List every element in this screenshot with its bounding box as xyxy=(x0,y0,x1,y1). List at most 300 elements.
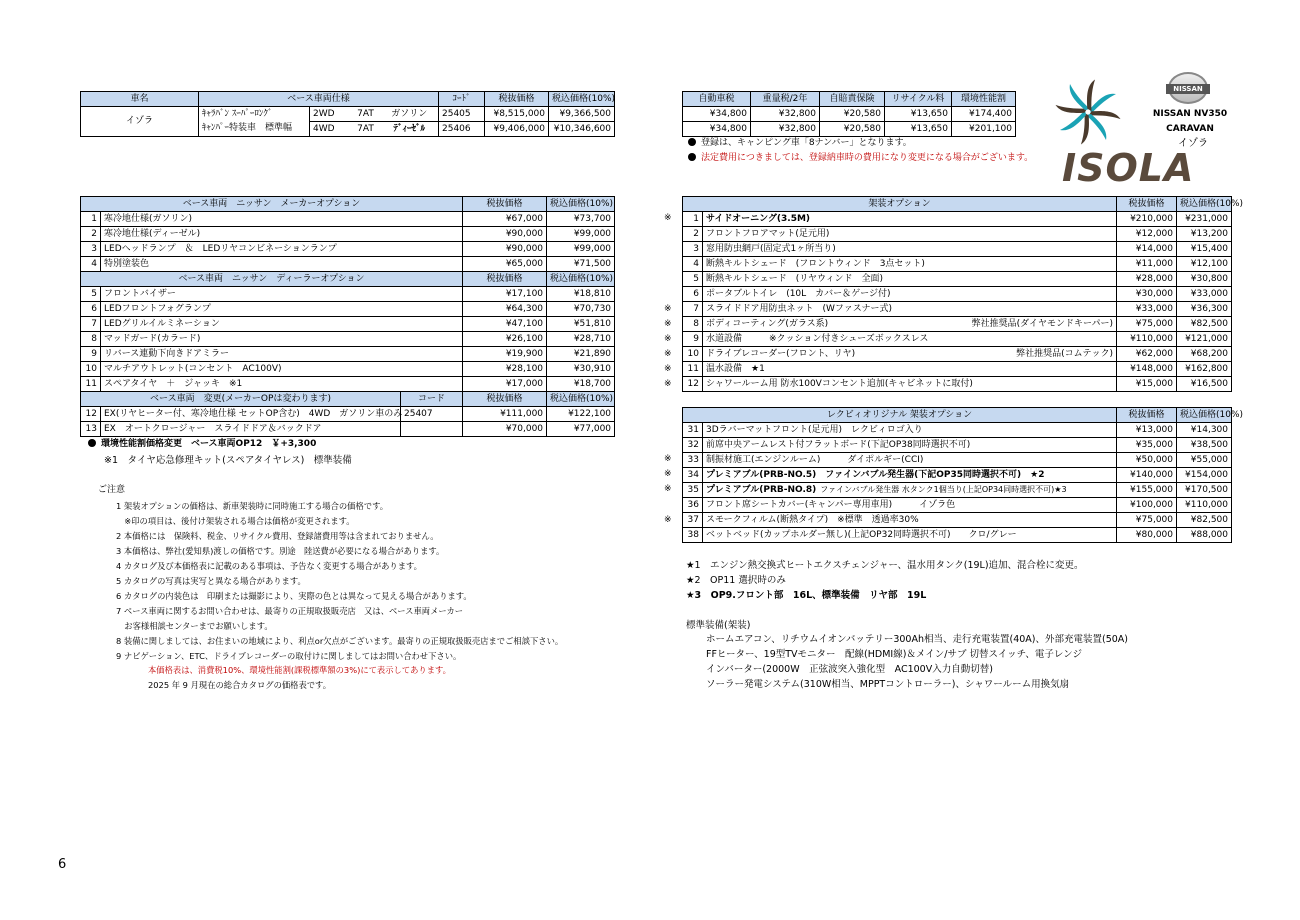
col-price: 税抜価格 xyxy=(463,392,547,407)
option-price: ¥90,000 xyxy=(463,227,547,242)
caution-line: 4 カタログ及び本価格表に記載のある事項は、予告なく変更する場合があります。 xyxy=(116,561,422,571)
option-number: 5 xyxy=(683,272,703,287)
star-note-1: ★1 エンジン熱交換式ヒートエクスチェンジャー、温水用タンク(19L)追加、混合栓に変更。 xyxy=(686,560,1084,571)
note-mark xyxy=(664,528,672,543)
option-row xyxy=(683,498,1232,513)
option-row xyxy=(81,362,615,377)
header-price: 税抜価格 xyxy=(485,92,549,107)
recvee-options-table xyxy=(682,407,1244,543)
option-price-tax: ¥18,700 xyxy=(547,377,615,392)
option-price: ¥110,000 xyxy=(1117,332,1177,347)
maker-options-table xyxy=(80,196,615,437)
option-number: 37 xyxy=(683,513,703,528)
tax-cell: ¥13,650 xyxy=(885,107,952,122)
option-price-tax: ¥12,100 xyxy=(1177,257,1232,272)
option-price-tax: ¥36,300 xyxy=(1177,302,1232,317)
option-name: サイドオーニング(3.5M) xyxy=(706,213,811,224)
option-price-tax: ¥28,710 xyxy=(547,332,615,347)
option-row xyxy=(683,242,1232,257)
pinwheel-blade xyxy=(1070,84,1090,110)
header-code: ｺｰﾄﾞ xyxy=(439,92,485,107)
caution-line: お客様相談センターまでお願いします。 xyxy=(116,621,273,631)
option-price-tax: ¥30,800 xyxy=(1177,272,1232,287)
tax-cell: ¥174,400 xyxy=(952,107,1016,122)
option-row xyxy=(683,468,1232,483)
option-number: 31 xyxy=(683,423,703,438)
tax-cell: ¥32,800 xyxy=(751,122,820,137)
option-name: 水道設備 ※クッション付きシューズボックスレス xyxy=(706,333,929,344)
option-name-cell xyxy=(703,423,1117,438)
header-env-tax: 環境性能割 xyxy=(952,92,1016,107)
option-row xyxy=(81,212,615,227)
option-price: ¥19,900 xyxy=(463,347,547,362)
note-mark: ※ xyxy=(664,454,672,465)
option-price-tax: ¥33,000 xyxy=(1177,287,1232,302)
option-price-tax: ¥73,700 xyxy=(547,212,615,227)
nissan-emblem-icon xyxy=(1168,72,1208,104)
price: ¥9,406,000 xyxy=(485,122,549,137)
header-car-name: 車名 xyxy=(81,92,199,107)
option-name-cell xyxy=(703,212,1117,227)
option-price: ¥17,100 xyxy=(463,287,547,302)
option-price-tax: ¥15,400 xyxy=(1177,242,1232,257)
option-row xyxy=(683,332,1232,347)
star-note-2: ★2 OP11 選択時のみ xyxy=(686,575,786,586)
option-name-cell xyxy=(703,317,1117,332)
option-name: ドライブレコーダー(フロント、リヤ) xyxy=(706,348,856,359)
standard-list xyxy=(706,632,1128,692)
option-price: ¥80,000 xyxy=(1117,528,1177,543)
price: ¥8,515,000 xyxy=(485,107,549,122)
note-mark xyxy=(664,241,672,256)
option-number: 11 xyxy=(683,362,703,377)
option-number: 34 xyxy=(683,468,703,483)
option-number: 1 xyxy=(81,212,101,227)
option-price: ¥100,000 xyxy=(1117,498,1177,513)
option-row xyxy=(81,377,615,392)
option-name: シャワールーム用 防水100Vコンセント追加(キャビネットに取付) xyxy=(706,378,973,389)
option-price-tax: ¥88,000 xyxy=(1177,528,1232,543)
note-mark xyxy=(664,226,672,241)
option-number: 35 xyxy=(683,483,703,498)
option-price-tax: ¥70,730 xyxy=(547,302,615,317)
option-name: フロントバイザー xyxy=(101,287,463,302)
option-name: 温水設備 ★1 xyxy=(706,363,765,374)
option-price-tax: ¥21,890 xyxy=(547,347,615,362)
option-number: 4 xyxy=(683,257,703,272)
option-price: ¥26,100 xyxy=(463,332,547,347)
fuel: ガソリン xyxy=(381,107,439,122)
option-number: 4 xyxy=(81,257,101,272)
note-mark: ※ xyxy=(664,363,672,374)
tax-cell: ¥201,100 xyxy=(952,122,1016,137)
nissan-brand: NISSAN xyxy=(1166,84,1210,94)
option-price-tax: ¥55,000 xyxy=(1177,453,1232,468)
bullet-icon xyxy=(688,138,696,146)
fuel: ﾃﾞｨｰｾﾞﾙ xyxy=(381,122,439,137)
option-name: プレミアブル(PRB-NO.5) ファインバブル発生器(下記OP35同時選択不可) ★2 xyxy=(706,469,1045,480)
option-name: フロントフロアマット(足元用) xyxy=(706,228,830,239)
isola-wordmark: ISOLA xyxy=(1062,146,1195,190)
option-name: 断熱キルトシェード (フロントウィンド 3点セット) xyxy=(706,258,925,269)
option-number: 9 xyxy=(81,347,101,362)
option-number: 6 xyxy=(683,287,703,302)
option-row xyxy=(683,212,1232,227)
option-price: ¥111,000 xyxy=(463,407,547,422)
option-recommend: 弊社推奨品(コムテック) xyxy=(1016,348,1114,359)
option-price-tax: ¥99,000 xyxy=(547,227,615,242)
header-insurance: 自賠責保険 xyxy=(820,92,885,107)
col-price-tax: 税込価格(10%) xyxy=(547,197,615,212)
option-row xyxy=(81,242,615,257)
dealer-options-title: ベース車両 ニッサン ディーラーオプション xyxy=(81,272,463,287)
option-price-tax: ¥18,810 xyxy=(547,287,615,302)
option-price: ¥28,100 xyxy=(463,362,547,377)
maker-options-title: ベース車両 ニッサン メーカーオプション xyxy=(81,197,463,212)
kasou-marks xyxy=(664,211,672,392)
note-mark: ※ xyxy=(664,379,672,390)
note-mark: ※ xyxy=(664,514,672,525)
option-price: ¥90,000 xyxy=(463,242,547,257)
option-row xyxy=(683,377,1232,392)
option-row xyxy=(683,513,1232,528)
note-mark xyxy=(664,422,672,437)
caution-line: ※印の項目は、後付け架装される場合は価格が変更されます。 xyxy=(116,516,355,526)
change-options-title: ベース車両 変更(メーカーOPは変わります) xyxy=(81,392,401,407)
note-mark: ※ xyxy=(664,469,672,480)
option-price: ¥33,000 xyxy=(1117,302,1177,317)
caution-list xyxy=(116,499,563,664)
header-recycle: リサイクル料 xyxy=(885,92,952,107)
tax-table xyxy=(682,91,1016,137)
option-row xyxy=(81,332,615,347)
option-price: ¥155,000 xyxy=(1117,483,1177,498)
option-number: 38 xyxy=(683,528,703,543)
option-price-tax: ¥154,000 xyxy=(1177,468,1232,483)
option-name-cell xyxy=(703,453,1117,468)
option-row xyxy=(81,347,615,362)
option-price: ¥65,000 xyxy=(463,257,547,272)
model-line1: NISSAN NV350 xyxy=(1152,109,1228,119)
option-number: 10 xyxy=(81,362,101,377)
note-mark: ※ xyxy=(664,348,672,359)
env-tax-note: 環境性能割価格変更 ベース車両OP12 ￥+3,300 xyxy=(88,438,316,451)
option-row xyxy=(683,347,1232,362)
option-price: ¥12,000 xyxy=(1117,227,1177,242)
option-code: 25407 xyxy=(401,407,463,422)
option-extra: ファインバブル発生器 水タンク1個当り(上記OP34同時選択不可)★3 xyxy=(820,485,1067,494)
option-number: 12 xyxy=(81,407,101,422)
option-price: ¥140,000 xyxy=(1117,468,1177,483)
option-row xyxy=(81,422,615,437)
option-price-tax: ¥68,200 xyxy=(1177,347,1232,362)
option-name: 寒冷地仕様(ガソリン) xyxy=(101,212,463,227)
option-name-cell xyxy=(703,347,1117,362)
option-row xyxy=(81,317,615,332)
option-name: ボディコーティング(ガラス系) xyxy=(706,318,829,329)
option-row xyxy=(683,438,1232,453)
header-base-spec: ベース車両仕様 xyxy=(199,92,439,107)
option-price-tax: ¥14,300 xyxy=(1177,423,1232,438)
option-number: 2 xyxy=(81,227,101,242)
note-mark: ※ xyxy=(664,213,672,223)
option-row xyxy=(683,528,1232,543)
option-name: 3Dラバーマットフロント(足元用) レクビィロゴ入り xyxy=(706,424,923,435)
note-mark xyxy=(664,256,672,271)
note-mark: ※ xyxy=(664,333,672,344)
option-price-tax: ¥162,800 xyxy=(1177,362,1232,377)
tax-cell: ¥13,650 xyxy=(885,122,952,137)
pinwheel-blade xyxy=(1090,94,1116,114)
option-number: 8 xyxy=(81,332,101,347)
option-name: 寒冷地仕様(ディーゼル) xyxy=(101,227,463,242)
option-price: ¥75,000 xyxy=(1117,317,1177,332)
option-name-cell xyxy=(703,227,1117,242)
drive-type: 4WD xyxy=(310,122,351,137)
price-tax: ¥9,366,500 xyxy=(549,107,615,122)
caution-title: ご注意 xyxy=(98,485,126,495)
option-name-cell xyxy=(703,513,1117,528)
option-price-tax: ¥13,200 xyxy=(1177,227,1232,242)
tax-cell: ¥34,800 xyxy=(683,107,751,122)
caution-line: 3 本価格は、弊社(愛知県)渡しの価格です。別途 陸送費が必要になる場合があります。 xyxy=(116,546,445,556)
option-row xyxy=(683,227,1232,242)
standard-line: インバーター(2000W 正弦波突入強化型 AC100V入力自動切替) xyxy=(706,664,993,675)
option-recommend: 弊社推奨品(ダイヤモンドキーパー) xyxy=(971,318,1114,329)
option-number: 12 xyxy=(683,377,703,392)
option-number: 36 xyxy=(683,498,703,513)
option-name: マッドガード(カラード) xyxy=(101,332,463,347)
option-code xyxy=(401,422,463,437)
option-price-tax: ¥122,100 xyxy=(547,407,615,422)
kasou-options-table xyxy=(682,196,1244,392)
tax-cell: ¥20,580 xyxy=(820,107,885,122)
car-name: イゾラ xyxy=(81,107,199,137)
bullet-icon xyxy=(88,439,96,447)
option-row xyxy=(683,272,1232,287)
option-name: フロント席シートカバー(キャンパー専用車用) イゾラ色 xyxy=(706,499,956,510)
standard-line: FFヒーター、19型TVモニター 配線(HDMI線)＆メイン/サブ 切替スイッチ、電子レンジ xyxy=(706,649,1082,660)
note-mark xyxy=(664,271,672,286)
option-price-tax: ¥16,500 xyxy=(1177,377,1232,392)
option-price: ¥14,000 xyxy=(1117,242,1177,257)
bullet-icon xyxy=(688,153,696,161)
option-row xyxy=(683,287,1232,302)
option-number: 2 xyxy=(683,227,703,242)
registration-note: 登録は、キャンピング車「8ナンバー」となります。 xyxy=(688,137,912,150)
option-number: 9 xyxy=(683,332,703,347)
option-price-tax: ¥30,910 xyxy=(547,362,615,377)
legal-fee-note: 法定費用につきましては、登録納車時の費用になり変更になる場合がございます。 xyxy=(688,152,1033,165)
option-name: 前席中央アームレスト付フラットボード(下記OP38同時選択不可) xyxy=(706,439,971,450)
option-number: 7 xyxy=(683,302,703,317)
option-number: 13 xyxy=(81,422,101,437)
option-name: リバース連動下向きドアミラー xyxy=(101,347,463,362)
option-name: 窓用防虫網戸(固定式1ヶ所当り) xyxy=(706,243,836,254)
tax-cell: ¥32,800 xyxy=(751,107,820,122)
option-name-cell xyxy=(703,242,1117,257)
tax-cell: ¥20,580 xyxy=(820,122,885,137)
option-price: ¥47,100 xyxy=(463,317,547,332)
star-note-3: ★3 OP9.フロント部 16L、標準装備 リヤ部 19L xyxy=(686,590,927,601)
option-name: ベットベッド(カップホルダー無し)(上記OP32同時選択不可) クロ/グレー xyxy=(706,529,1017,540)
price-tax: ¥10,346,600 xyxy=(549,122,615,137)
option-price-tax: ¥82,500 xyxy=(1177,513,1232,528)
option-number: 3 xyxy=(81,242,101,257)
note-mark xyxy=(664,286,672,301)
tax-cell: ¥34,800 xyxy=(683,122,751,137)
option-price: ¥75,000 xyxy=(1117,513,1177,528)
code: 25406 xyxy=(439,122,485,137)
col-price-tax: 税込価格(10%) xyxy=(547,392,615,407)
option-price: ¥30,000 xyxy=(1117,287,1177,302)
pinwheel-logo-icon xyxy=(1058,82,1118,142)
standard-line: ソーラー発電システム(310W相当、MPPTコントローラー)、シャワールーム用換気扇 xyxy=(706,679,1070,690)
drive-type: 2WD xyxy=(310,107,351,122)
option-number: 7 xyxy=(81,317,101,332)
tax-display-note: 本価格表は、消費税10%、環境性能割(課税標準額の3%)にて表示してあります。 xyxy=(148,665,451,675)
tire-note: ※1 タイヤ応急修理キット(スペアタイヤレス) 標準装備 xyxy=(104,455,352,466)
caution-line: 1 架装オプションの価格は、新車架装時に同時施工する場合の価格です。 xyxy=(116,501,389,511)
option-price-tax: ¥231,000 xyxy=(1177,212,1232,227)
option-number: 11 xyxy=(81,377,101,392)
option-name-cell xyxy=(703,528,1117,543)
option-number: 1 xyxy=(683,212,703,227)
caution-line: 5 カタログの写真は実写と異なる場合があります。 xyxy=(116,576,306,586)
note-mark xyxy=(664,437,672,452)
option-number: 32 xyxy=(683,438,703,453)
note-mark xyxy=(664,497,672,512)
option-price: ¥11,000 xyxy=(1117,257,1177,272)
option-name: ポータブルトイレ (10L カバー＆ゲージ付) xyxy=(706,288,891,299)
option-price: ¥62,000 xyxy=(1117,347,1177,362)
option-name: LEDフロントフォグランプ xyxy=(101,302,463,317)
option-row xyxy=(683,302,1232,317)
option-price-tax: ¥170,500 xyxy=(1177,483,1232,498)
vehicle-table xyxy=(80,91,615,137)
standard-line: ホームエアコン、リチウムイオンバッテリー300Ah相当、走行充電装置(40A)、外部充電装置(50A) xyxy=(706,634,1128,645)
option-name: スペアタイヤ ＋ ジャッキ ※1 xyxy=(101,377,463,392)
col-price-tax: 税込価格(10%) xyxy=(1177,408,1232,423)
option-price-tax: ¥121,000 xyxy=(1177,332,1232,347)
option-number: 33 xyxy=(683,453,703,468)
option-name-cell xyxy=(703,257,1117,272)
col-price: 税抜価格 xyxy=(1117,408,1177,423)
option-name: スモークフィルム(断熱タイプ) ※標準 透過率30% xyxy=(706,514,919,525)
transmission: 7AT xyxy=(351,122,381,137)
header-auto-tax: 自動車税 xyxy=(683,92,751,107)
option-row xyxy=(81,257,615,272)
option-name: EX(リヤヒーター付、寒冷地仕様 セットOP含む) 4WD ガソリン車のみ xyxy=(101,407,401,422)
header-weight-tax: 重量税/2年 xyxy=(751,92,820,107)
recvee-options-title: レクビィオリジナル 架装オプション xyxy=(683,408,1117,423)
transmission: 7AT xyxy=(351,107,381,122)
option-price: ¥64,300 xyxy=(463,302,547,317)
model-jp: イゾラ xyxy=(1178,138,1208,149)
code: 25405 xyxy=(439,107,485,122)
spec-label: ｷｬﾝﾊﾟｰ特装車 標準幅 xyxy=(199,122,310,137)
option-row xyxy=(81,407,615,422)
note-mark: ※ xyxy=(664,484,672,495)
option-price: ¥210,000 xyxy=(1117,212,1177,227)
col-price-tax: 税込価格(10%) xyxy=(1177,197,1232,212)
option-row xyxy=(683,257,1232,272)
option-price-tax: ¥110,000 xyxy=(1177,498,1232,513)
caution-line: 6 カタログの内装色は 印刷または撮影により、実際の色とは異なって見える場合があります。 xyxy=(116,591,472,601)
option-name: スライドドア用防虫ネット (Wファスナー式) xyxy=(706,303,893,314)
col-price: 税抜価格 xyxy=(463,197,547,212)
option-name: 特別塗装色 xyxy=(101,257,463,272)
option-number: 10 xyxy=(683,347,703,362)
kasou-options-title: 架装オプション xyxy=(683,197,1117,212)
option-price-tax: ¥77,000 xyxy=(547,422,615,437)
pinwheel-blade xyxy=(1086,114,1106,140)
option-name-cell xyxy=(703,468,1117,483)
option-name-cell xyxy=(703,483,1117,498)
option-price-tax: ¥51,810 xyxy=(547,317,615,332)
option-price-tax: ¥82,500 xyxy=(1177,317,1232,332)
col-price: 税抜価格 xyxy=(1117,197,1177,212)
col-code: コード xyxy=(401,392,463,407)
caution-line: 9 ナビゲーション、ETC、ドライブレコーダーの取付けに関しましてはお問い合わせ下さい。 xyxy=(116,651,462,661)
option-name-cell xyxy=(703,287,1117,302)
option-name-cell xyxy=(703,438,1117,453)
option-name-cell xyxy=(703,498,1117,513)
header-price-tax: 税込価格(10%) xyxy=(549,92,615,107)
option-name: EX オートクロージャー スライドドア＆バックドア xyxy=(101,422,401,437)
option-row xyxy=(683,423,1232,438)
recvee-marks xyxy=(664,422,672,543)
model-line2: CARAVAN xyxy=(1166,124,1214,134)
option-price-tax: ¥38,500 xyxy=(1177,438,1232,453)
option-name: プレミアブル(PRB-NO.8) xyxy=(706,485,817,495)
option-name-cell xyxy=(703,377,1117,392)
option-row xyxy=(683,483,1232,498)
col-price-tax: 税込価格(10%) xyxy=(547,272,615,287)
option-price: ¥50,000 xyxy=(1117,453,1177,468)
option-number: 5 xyxy=(81,287,101,302)
option-name-cell xyxy=(703,332,1117,347)
option-price: ¥35,000 xyxy=(1117,438,1177,453)
option-price: ¥13,000 xyxy=(1117,423,1177,438)
option-price: ¥70,000 xyxy=(463,422,547,437)
option-price: ¥17,000 xyxy=(463,377,547,392)
option-row xyxy=(683,317,1232,332)
caution-line: 2 本価格には 保険料、税金、リサイクル費用、登録諸費用等は含まれておりません。 xyxy=(116,531,439,541)
option-row xyxy=(81,227,615,242)
pinwheel-blade xyxy=(1060,110,1086,130)
note-mark: ※ xyxy=(664,318,672,329)
option-name: LEDグリルイルミネーション xyxy=(101,317,463,332)
option-price-tax: ¥71,500 xyxy=(547,257,615,272)
standard-title: 標準装備(架装) xyxy=(686,620,751,631)
option-row xyxy=(81,287,615,302)
option-price: ¥15,000 xyxy=(1117,377,1177,392)
option-name-cell xyxy=(703,272,1117,287)
option-name: マルチアウトレット(コンセント AC100V) xyxy=(101,362,463,377)
option-number: 3 xyxy=(683,242,703,257)
note-mark: ※ xyxy=(664,303,672,314)
option-price-tax: ¥99,000 xyxy=(547,242,615,257)
catalog-date-note: 2025 年 9 月現在の総合カタログの価格表です。 xyxy=(148,680,331,690)
option-price: ¥148,000 xyxy=(1117,362,1177,377)
spec-label: ｷｬﾗﾊﾞﾝ ｽｰﾊﾟｰﾛﾝｸﾞ xyxy=(199,107,310,122)
option-name-cell xyxy=(703,362,1117,377)
option-name: LEDヘッドランプ ＆ LEDリヤコンビネーションランプ xyxy=(101,242,463,257)
col-price: 税抜価格 xyxy=(463,272,547,287)
option-number: 8 xyxy=(683,317,703,332)
caution-line: 7 ベース車両に関するお問い合わせは、最寄りの正規取扱販売店 又は、ベース車両メーカー xyxy=(116,606,464,616)
